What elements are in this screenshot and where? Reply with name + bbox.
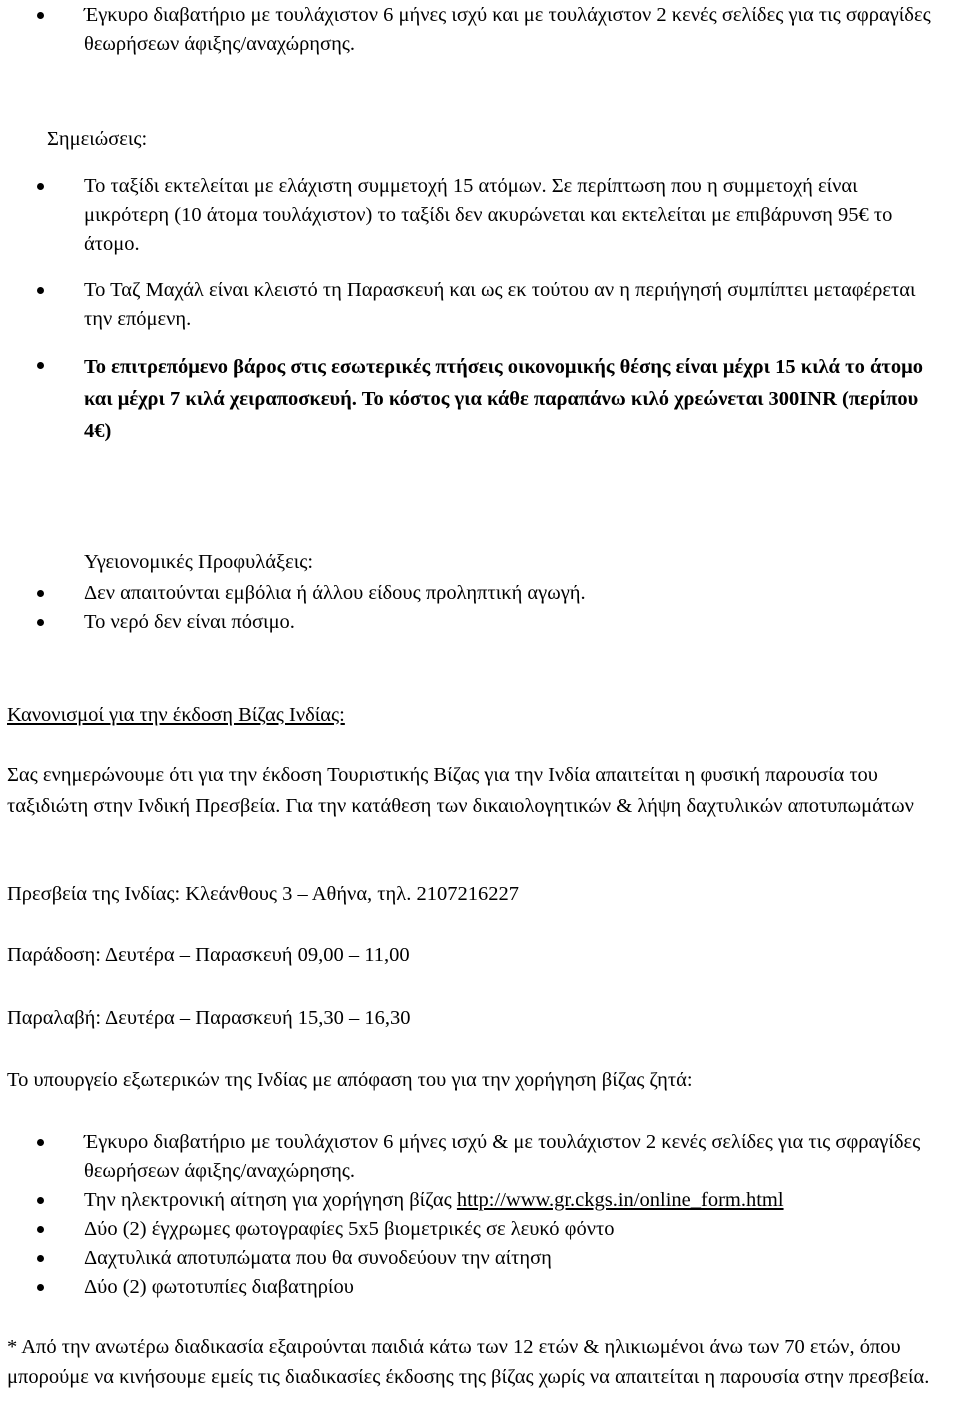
list-item: Δύο (2) φωτοτυπίες διαβατηρίου — [0, 1273, 958, 1302]
list-item: Το Ταζ Μαχάλ είναι κλειστό τη Παρασκευή και ως εκ τούτου αν η περιήγησή συμπίπτει μεταφέρεται την επόμενη. — [0, 276, 940, 334]
delivery-hours: Παράδοση: Δευτέρα – Παρασκευή 09,00 – 11,00 — [7, 944, 410, 966]
visa-requirements-list — [0, 1128, 958, 1302]
online-form-link[interactable]: http://www.gr.ckgs.in/online_form.html — [456, 1189, 784, 1211]
pickup-hours: Παραλαβή: Δευτέρα – Παρασκευή 15,30 – 16,30 — [7, 1007, 411, 1029]
list-item — [0, 1186, 958, 1215]
embassy-address: Πρεσβεία της Ινδίας: Κλεάνθους 3 – Αθήνα, τηλ. 2107216227 — [7, 883, 519, 905]
visa-intro: Σας ενημερώνουμε ότι για την έκδοση Τουριστικής Βίζας για την Ινδία απαιτείται η φυσική παρουσία του ταξιδιώτη στην Ινδική Πρεσβεία. Για την κατάθεση των δικαιολογητικών & λήψη δαχτυλικών αποτυπωμάτων — [7, 764, 914, 817]
list-item: Έγκυρο διαβατήριο με τουλάχιστον 6 μήνες ισχύ & με τουλάχιστον 2 κενές σελίδες για τις σφραγίδες θεωρήσεων άφιξης/αναχώρησης. — [0, 1128, 958, 1186]
list-item: Το νερό δεν είναι πόσιμο. — [0, 608, 940, 637]
list-item: Δαχτυλικά αποτυπώματα που θα συνοδεύουν την αίτηση — [0, 1244, 958, 1273]
intro-bullet-list — [0, 1, 940, 59]
list-item: Το ταξίδι εκτελείται με ελάχιστη συμμετοχή 15 ατόμων. Σε περίπτωση που η συμμετοχή είναι μικρότερη (10 άτομα τουλάχιστον) το ταξίδι δεν ακυρώνεται και εκτελείται με επιβάρυνση 95€ το άτομο. — [0, 172, 940, 259]
list-item: Το επιτρεπόμενο βάρος στις εσωτερικές πτήσεις οικονομικής θέσης είναι μέχρι 15 κιλά το άτομο και μέχρι 7 κιλά χειραποσκευή. Το κόστος για κάθε παραπάνω κιλό χρεώνεται 300INR (περίπου 4€) — [0, 351, 940, 447]
ministry-requirements-intro: Το υπουργείο εξωτερικών της Ινδίας με απόφαση του για την χορήγηση βίζας ζητά: — [7, 1069, 693, 1091]
application-text: Την ηλεκτρονική αίτηση για χορήγηση βίζας — [84, 1189, 457, 1211]
health-list — [0, 579, 940, 637]
notes-heading: Σημειώσεις: — [47, 128, 148, 150]
list-item: Έγκυρο διαβατήριο με τουλάχιστον 6 μήνες ισχύ και με τουλάχιστον 2 κενές σελίδες για τις σφραγίδες θεωρήσεων άφιξης/αναχώρησης. — [0, 1, 940, 59]
list-item: Δεν απαιτούνται εμβόλια ή άλλου είδους προληπτική αγωγή. — [0, 579, 940, 608]
list-item: Δύο (2) έγχρωμες φωτογραφίες 5x5 βιομετρικές σε λευκό φόντο — [0, 1215, 958, 1244]
footnote: * Από την ανωτέρω διαδικασία εξαιρούνται παιδιά κάτω των 12 ετών & ηλικιωμένοι άνω των 70 ετών, όπου μπορούμε να κινήσουμε εμείς τις διαδικασίες έκδοσης της βίζας χωρίς να απαιτείται η παρουσία στην πρεσβεία. — [7, 1336, 930, 1388]
visa-heading: Κανονισμοί για την έκδοση Βίζας Ινδίας: — [7, 704, 345, 726]
health-heading: Υγειονομικές Προφυλάξεις: — [84, 551, 314, 573]
notes-list — [0, 172, 940, 447]
